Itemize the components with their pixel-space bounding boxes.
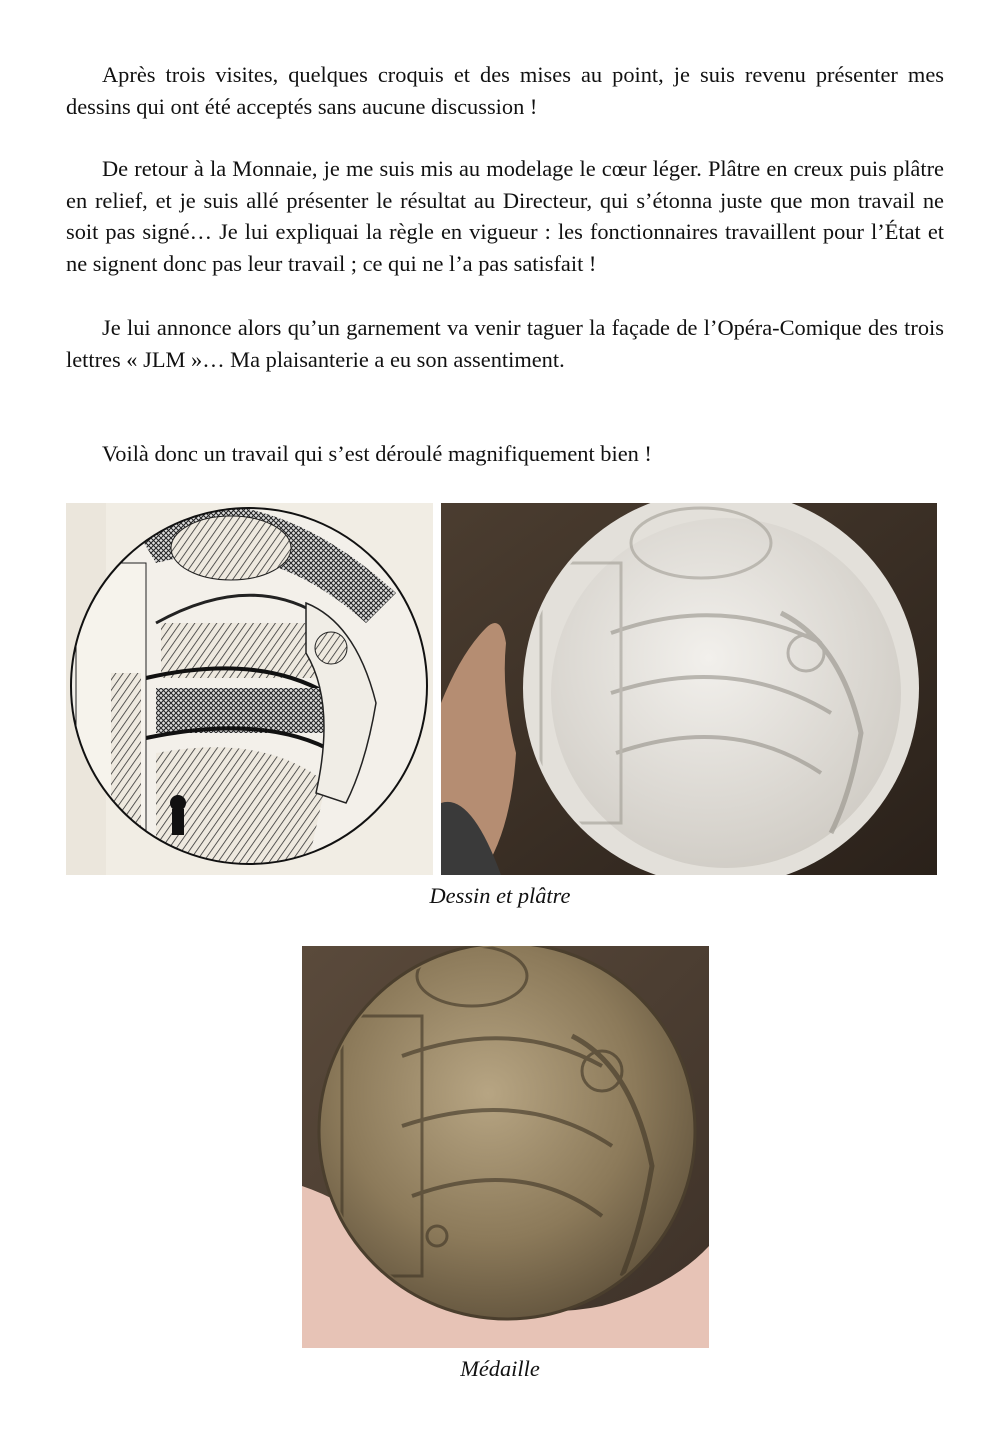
paragraph-1: Après trois visites, quelques croquis et des mises au point, je suis revenu présenter mes dessins qui ont été acceptés sans aucune discussion ! (66, 62, 944, 119)
paragraph-4: Voilà donc un travail qui s’est déroulé magnifiquement bien ! (102, 441, 652, 466)
body-text-4 (66, 438, 944, 470)
paragraph-2: De retour à la Monnaie, je me suis mis au modelage le cœur léger. Plâtre en creux puis plâtre en relief, et je suis allé présenter le résultat au Directeur, qui s’étonna juste que mon travail ne soit pas signé… Je lui expliquai la règle en vigueur : les fonctionnaires travaillent pour l’État et ne signent donc pas leur travail ; ce qui ne l’a pas satisfait ! (66, 156, 944, 276)
figure-caption-top: Dessin et plâtre (429, 883, 571, 908)
figure-caption-bottom: Médaille (460, 1356, 540, 1381)
medal-image (302, 946, 709, 1348)
body-text-3 (66, 312, 944, 375)
paragraph-3: Je lui annonce alors qu’un garnement va venir taguer la façade de l’Opéra-Comique des trois lettres « JLM »… Ma plaisanterie a eu son assentiment. (66, 315, 944, 372)
body-text (66, 59, 944, 122)
plaster-image (441, 503, 937, 875)
body-text-2 (66, 153, 944, 279)
drawing-image (66, 503, 433, 875)
